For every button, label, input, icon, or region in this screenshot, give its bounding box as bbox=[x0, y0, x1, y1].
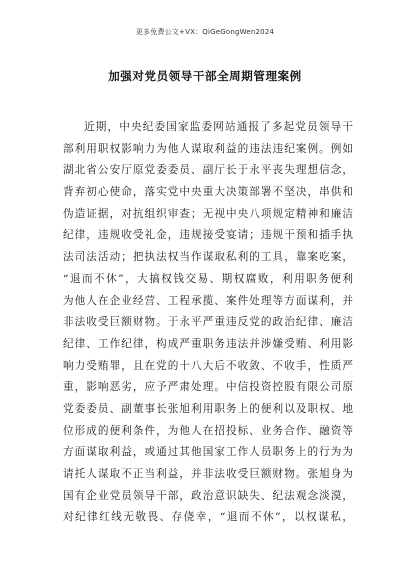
body-line: “退而不休”，大搞权钱交易、期权腐败，利用职务便利 bbox=[63, 272, 353, 285]
body-line: 湖北省公安厅原党委委员、副厅长于永平丧失理想信念， bbox=[63, 164, 353, 177]
document-title: 加强对党员领导干部全周期管理案例 bbox=[108, 69, 302, 83]
body-line: 响力受贿罪，且在党的十八大后不收敛、不收手，性质严 bbox=[63, 359, 353, 372]
body-line: 为他人在企业经营、工程承揽、案件处理等方面谋利，并 bbox=[63, 294, 353, 307]
body-line: 对纪律红线无敬畏、存侥幸，“退而不休”，以权谋私， bbox=[63, 511, 353, 524]
body-line: 党委委员、副董事长张旭利用职务上的便利以及职权、地 bbox=[63, 402, 353, 415]
header-watermark: 更多免费公文+VX：QiGeGongWen2024 bbox=[135, 28, 275, 36]
body-line: 伪造证据，对抗组织审查；无视中央八项规定精神和廉洁 bbox=[63, 207, 353, 220]
body-line: 非法收受巨额财物。于永平严重违反党的政治纪律、廉洁 bbox=[63, 316, 353, 329]
body-line: 法司法活动；把执法权当作谋取私利的工具，靠案吃案， bbox=[63, 251, 353, 264]
body-line: 方面谋取利益，或通过其他国家工作人员职务上的行为为 bbox=[63, 446, 353, 459]
body-line: 背弃初心使命，落实党中央重大决策部署不坚决，串供和 bbox=[63, 186, 353, 199]
body-line: 纪律，违规收受礼金，违规接受宴请；违规干预和插手执 bbox=[63, 229, 353, 242]
body-line: 位形成的便利条件，为他人在招投标、业务合作、融资等 bbox=[63, 424, 353, 437]
body-line: 国有企业党员领导干部，政治意识缺失、纪法观念淡漠， bbox=[63, 489, 353, 502]
body-line: 部利用职权影响力为他人谋取利益的违法违纪案例。例如 bbox=[63, 142, 353, 155]
body-line: 重，影响恶劣，应予严肃处理。中信投资控股有限公司原 bbox=[63, 381, 353, 394]
body-line: 请托人谋取不正当利益，并非法收受巨额财物。张旭身为 bbox=[63, 468, 353, 480]
document-body bbox=[63, 117, 353, 529]
body-line: 近期，中央纪委国家监委网站通报了多起党员领导干 bbox=[84, 121, 353, 133]
body-line: 纪律、工作纪律，构成严重职务违法并涉嫌受贿、利用影 bbox=[63, 337, 353, 350]
